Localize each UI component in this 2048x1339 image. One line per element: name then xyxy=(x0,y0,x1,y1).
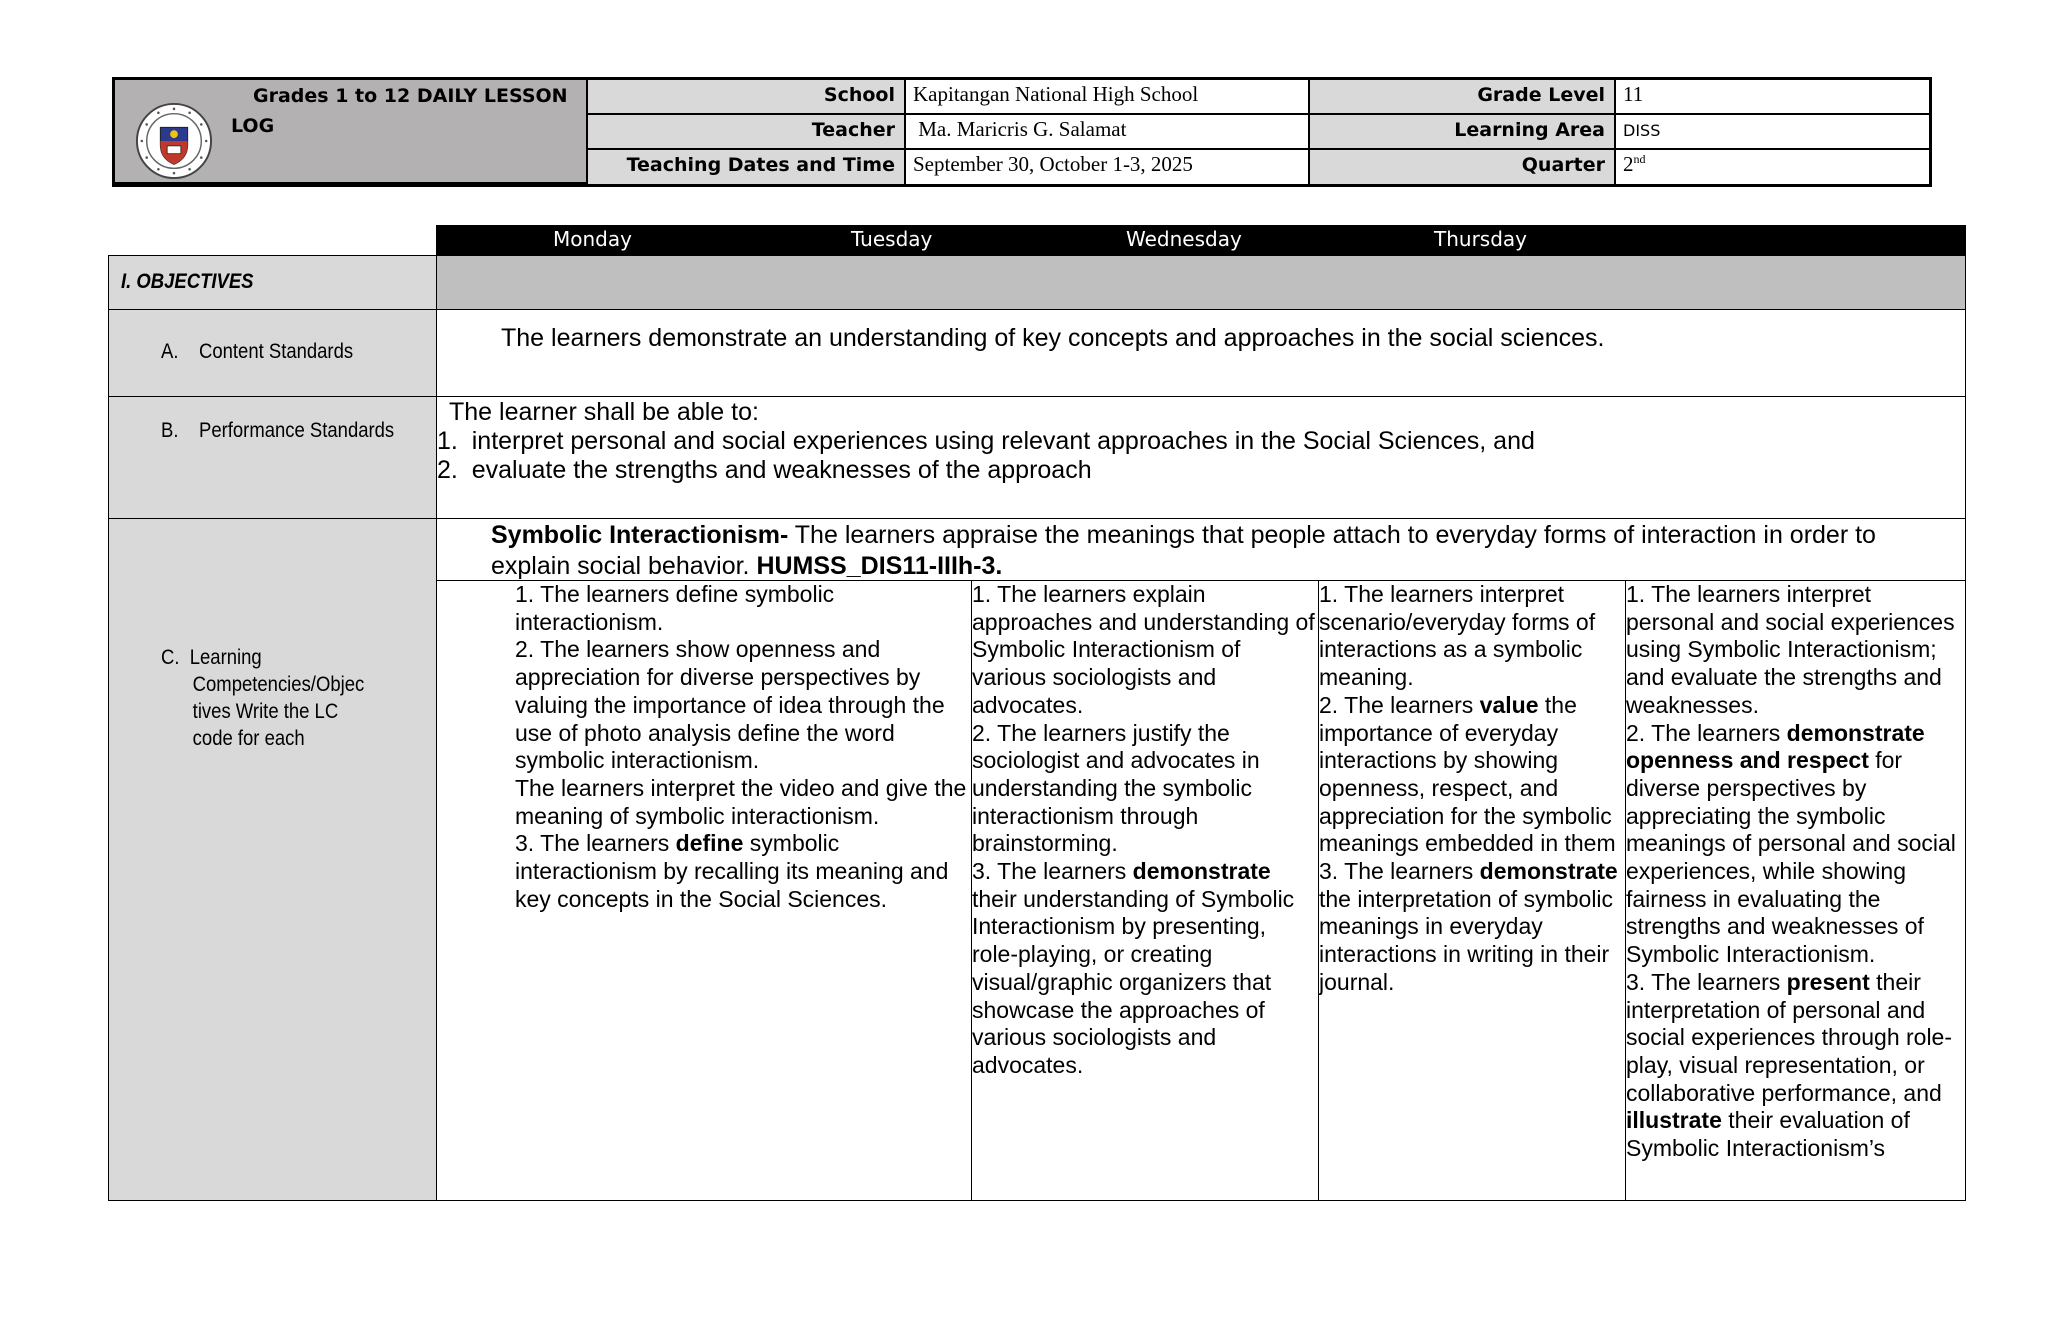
deped-seal-icon xyxy=(135,102,213,180)
competency-description-cell xyxy=(436,518,1966,580)
thursday-competency-cell xyxy=(1625,580,1966,1201)
log-title-line2: LOG xyxy=(231,115,275,137)
teaching-dates-value[interactable]: September 30, October 1-3, 2025 xyxy=(906,150,1310,184)
log-title-line1: Grades 1 to 12 DAILY LESSON xyxy=(253,85,568,107)
performance-item-2: 2. evaluate the strengths and weaknesses of the approach xyxy=(437,456,1092,484)
grade-level-label: Grade Level xyxy=(1310,80,1616,115)
lesson-log-header xyxy=(112,77,1932,187)
performance-standards-cell xyxy=(436,396,1966,519)
teacher-value[interactable]: Ma. Maricris G. Salamat xyxy=(906,115,1310,150)
objectives-heading: I. OBJECTIVES xyxy=(121,270,254,293)
quarter-label: Quarter xyxy=(1310,150,1616,184)
performance-item-1: 1. interpret personal and social experiences using relevant approaches in the Social Sciences, and xyxy=(437,427,1535,455)
objectives-heading-cell xyxy=(108,255,437,310)
day-wednesday: Wednesday xyxy=(1126,227,1242,251)
tuesday-competencies: 1. The learners explain approaches and understanding of Symbolic Interactionism of various sociologists and advocates. 2. The learners justify the sociologist and advocates in understanding the symbolic interactionism through brainstorming. 3. The learners demonstrate their understanding of Symbolic Interactionism by presenting, role-playing, or creating visual/graphic organizers that showcase the approaches of various sociologists and advocates. xyxy=(972,581,1315,1078)
competencies-label-cell xyxy=(108,518,437,1201)
grade-level-value[interactable]: 11 xyxy=(1616,80,1929,115)
learning-area-label: Learning Area xyxy=(1310,115,1616,150)
day-tuesday: Tuesday xyxy=(851,227,933,251)
quarter-value[interactable]: 2nd xyxy=(1616,150,1929,184)
performance-intro: The learner shall be able to: xyxy=(449,398,759,426)
objectives-table xyxy=(108,255,1966,1201)
teaching-dates-label: Teaching Dates and Time xyxy=(588,150,906,184)
school-label: School xyxy=(588,80,906,115)
performance-standards-label: B. Performance Standards xyxy=(161,419,395,442)
wednesday-competencies: 1. The learners interpret scenario/everyday forms of interactions as a symbolic meaning. 2. The learners value the importance of everyday interactions by showing openness, respect, and appreciation for the symbolic meanings embedded in them 3. The learners demonstrate the interpretation of symbolic meanings in everyday interactions in writing in their journal. xyxy=(1319,581,1618,995)
teacher-label: Teacher xyxy=(588,115,906,150)
content-standards-label-cell xyxy=(108,309,437,397)
monday-competency-cell xyxy=(436,580,972,1201)
objectives-filler-cell xyxy=(436,255,1966,310)
thursday-competencies: 1. The learners interpret personal and social experiences using Symbolic Interactionism; and evaluate the strengths and weaknesses. 2. The learners demonstrate openness and respect for diverse perspectives by appreciating the symbolic meanings of personal and social experiences, while showing fairness in evaluating the strengths and weaknesses of Symbolic Interactionism. 3. The learners present their interpretation of personal and social experiences through role-play, visual representation, or collaborative performance, and illustrate their evaluation of Symbolic Interactionism’s xyxy=(1626,581,1956,1162)
day-monday: Monday xyxy=(553,227,632,251)
content-standards-text: The learners demonstrate an understanding of key concepts and approaches in the social sciences. xyxy=(501,324,1605,352)
content-standards-label: A. Content Standards xyxy=(161,340,354,363)
content-standards-cell xyxy=(436,309,1966,397)
performance-standards-label-cell xyxy=(108,396,437,519)
header-title-cell xyxy=(115,80,588,184)
learning-area-value[interactable]: DISS xyxy=(1616,115,1929,150)
tuesday-competency-cell xyxy=(971,580,1319,1201)
wednesday-competency-cell xyxy=(1318,580,1626,1201)
day-header-bar xyxy=(436,225,1966,255)
monday-competencies: 1. The learners define symbolic interactionism. 2. The learners show openness and appreciation for diverse perspectives by valuing the importance of idea through the use of photo analysis define the word symbolic interactionism. The learners interpret the video and give the meaning of symbolic interactionism. 3. The learners define symbolic interactionism by recalling its meaning and key concepts in the Social Sciences. xyxy=(515,581,967,912)
school-value[interactable]: Kapitangan National High School xyxy=(906,80,1310,115)
competencies-label: C. Learning Competencies/Objec tives Write the LC code for each xyxy=(161,646,365,750)
day-thursday: Thursday xyxy=(1434,227,1527,251)
competency-description: Symbolic Interactionism- The learners appraise the meanings that people attach to everyday forms of interaction in order to explain social behavior. HUMSS_DIS11-IIIh-3. xyxy=(491,521,1876,580)
